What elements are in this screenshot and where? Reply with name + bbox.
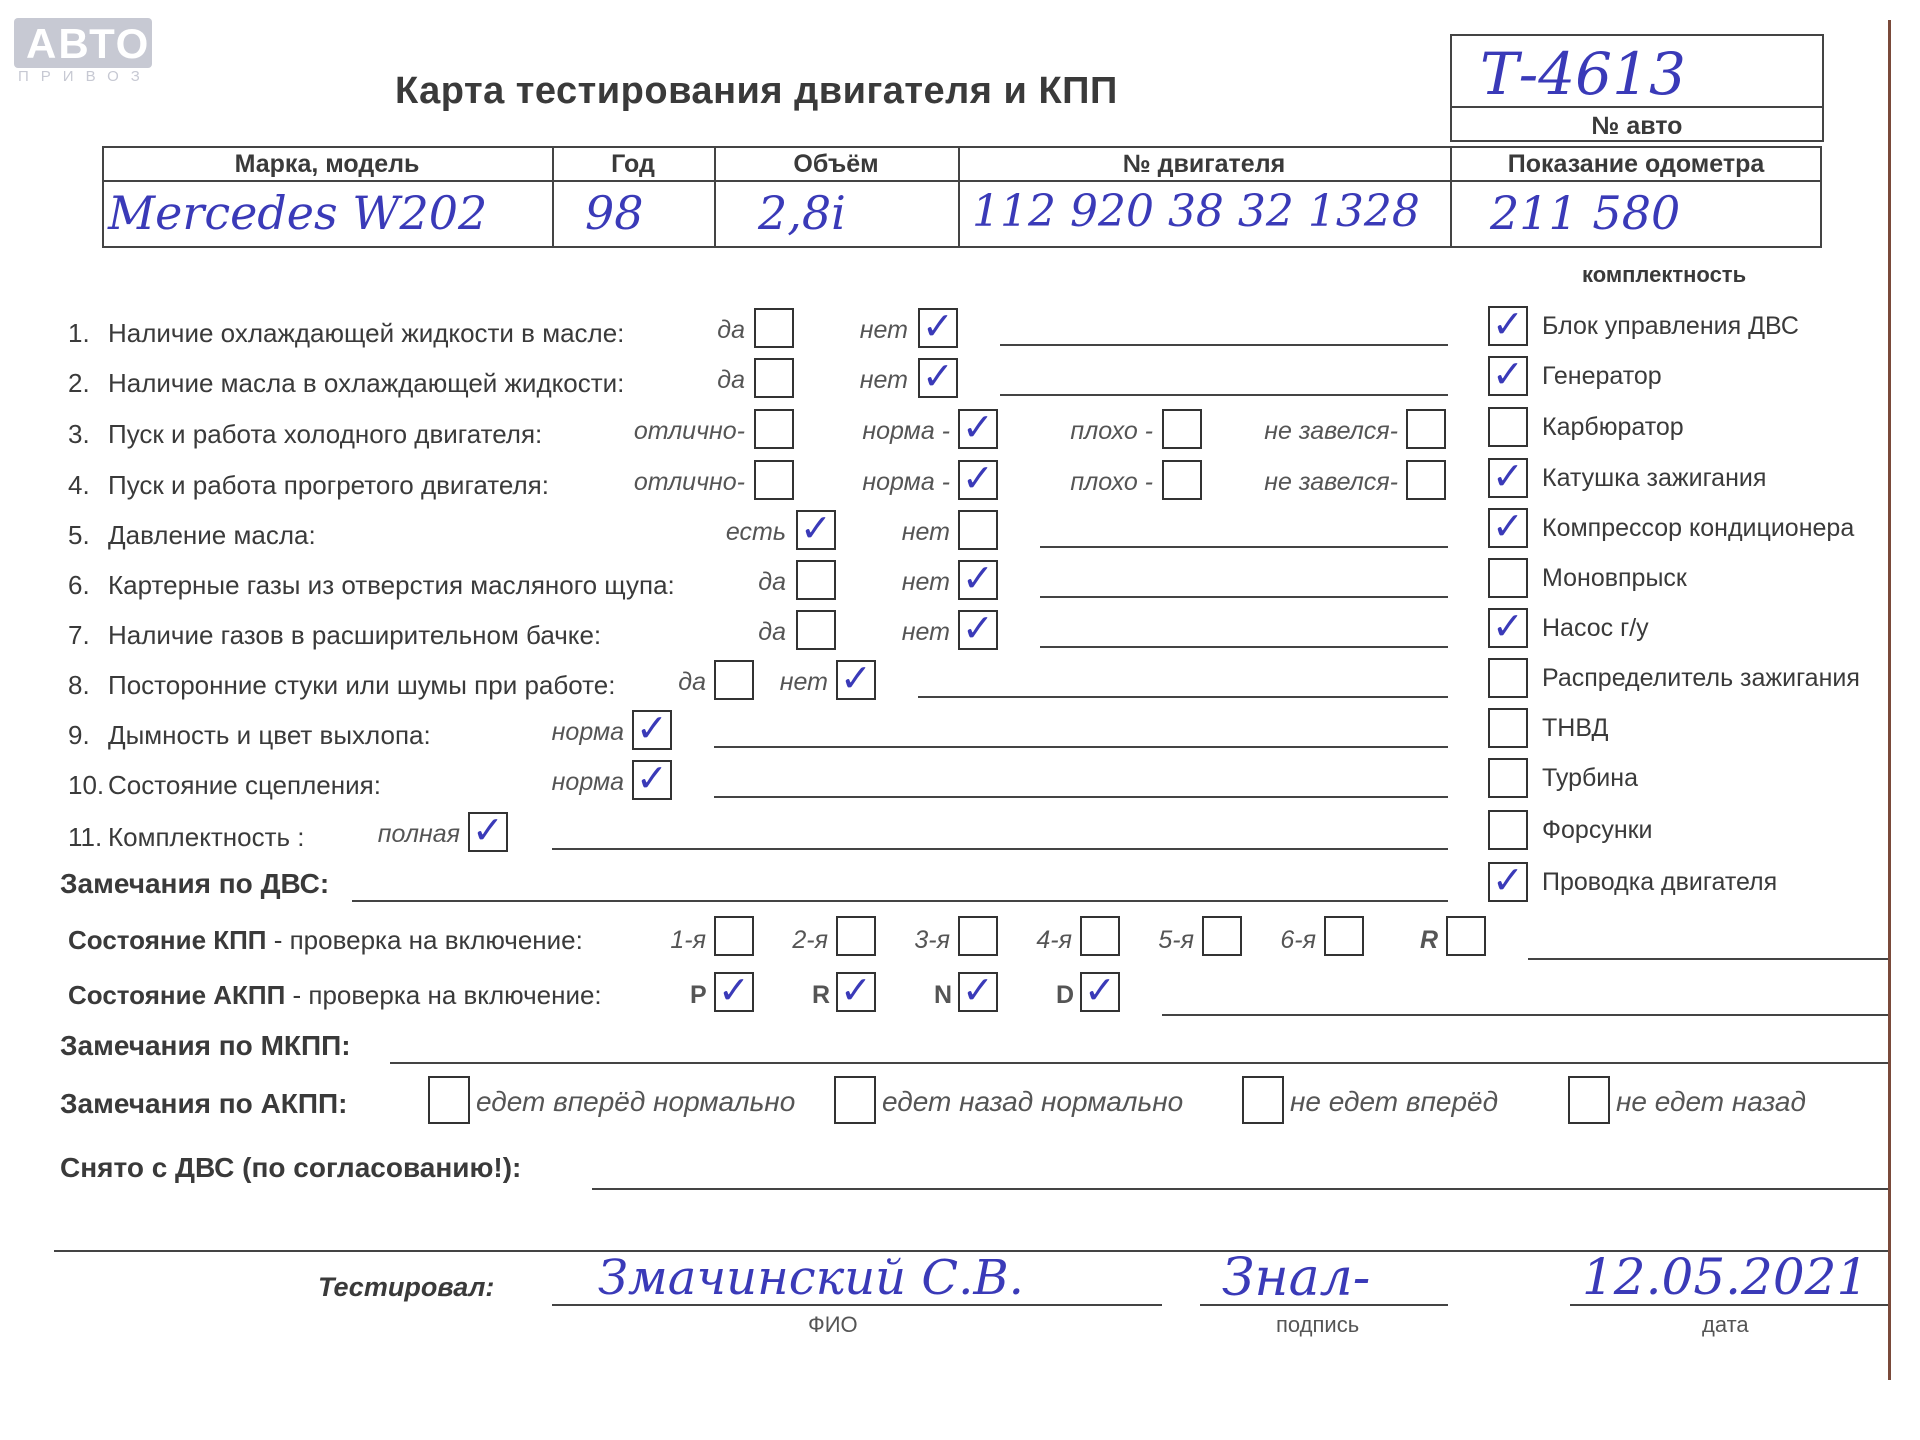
- component-label: Проводка двигателя: [1542, 868, 1778, 896]
- akpp-option-checkbox[interactable]: [834, 1076, 876, 1124]
- component-checkbox[interactable]: [1488, 407, 1528, 447]
- remarks-mkpp-line: [390, 1062, 1888, 1064]
- checkmark-icon: ✓: [1492, 454, 1524, 498]
- value-make-model: Mercedes W202: [108, 186, 488, 240]
- checkbox-no[interactable]: [958, 556, 998, 600]
- answer-line: [1040, 596, 1448, 598]
- mode-label: N: [934, 981, 953, 1009]
- checkmark-icon: ✓: [962, 968, 994, 1012]
- header-volume: Объём: [793, 150, 879, 178]
- component-label: Форсунки: [1542, 816, 1653, 844]
- akpp-option-label: не едет вперёд: [1290, 1086, 1499, 1117]
- question-text: Пуск и работа прогретого двигателя:: [108, 470, 549, 500]
- checkmark-icon: ✓: [840, 656, 872, 700]
- checkbox-present[interactable]: [796, 506, 836, 550]
- question-number: 7.: [68, 620, 90, 650]
- component-label: Блок управления ДВС: [1542, 312, 1799, 340]
- checkmark-icon: ✓: [922, 354, 954, 398]
- checkmark-icon: ✓: [1084, 968, 1116, 1012]
- option-label: не завелся-: [1264, 468, 1398, 496]
- checkbox-normal[interactable]: [632, 706, 672, 750]
- remarks-akpp-label: Замечания по АКПП:: [60, 1088, 348, 1119]
- option-label: полная: [377, 820, 460, 848]
- question-text: Наличие охлаждающей жидкости в масле:: [108, 318, 625, 348]
- gear-checkbox[interactable]: [1324, 916, 1364, 956]
- checkbox-normal[interactable]: [958, 456, 998, 500]
- question-number: 6.: [68, 570, 90, 600]
- signature: Знал-: [1222, 1248, 1371, 1308]
- checkbox-no[interactable]: [836, 656, 876, 700]
- akpp-line: [1162, 1014, 1888, 1016]
- kpp-label: [68, 925, 583, 956]
- component-checkbox[interactable]: [1488, 302, 1528, 346]
- gear-checkbox[interactable]: [1446, 916, 1486, 956]
- logo-text: АВТО: [26, 20, 151, 67]
- checkbox-no[interactable]: [918, 304, 958, 348]
- question-text: Пуск и работа холодного двигателя:: [108, 419, 543, 449]
- header-engine-no: № двигателя: [1122, 150, 1286, 178]
- fio-line: [552, 1304, 1162, 1306]
- answer-line: [552, 848, 1448, 850]
- akpp-label: [68, 980, 602, 1011]
- question-number: 8.: [68, 670, 90, 700]
- component-checkbox[interactable]: [1488, 708, 1528, 748]
- answer-line: [1000, 344, 1448, 346]
- question-text: Дымность и цвет выхлопа:: [108, 720, 431, 750]
- question-number: 3.: [68, 419, 90, 449]
- checkbox-normal[interactable]: [632, 756, 672, 800]
- answer-line: [1000, 394, 1448, 396]
- option-label: да: [758, 568, 786, 596]
- component-checkbox[interactable]: [1488, 810, 1528, 850]
- checkbox-did-not-start[interactable]: [1406, 409, 1446, 449]
- akpp-option-checkbox[interactable]: [428, 1076, 470, 1124]
- gear-label: 6-я: [1280, 926, 1316, 954]
- kpp-label-bold: Состояние КПП: [68, 925, 267, 955]
- component-label: Карбюратор: [1542, 413, 1684, 441]
- value-odometer: 211 580: [1490, 186, 1681, 240]
- checkbox-yes[interactable]: [796, 560, 836, 600]
- kpp-label-rest: - проверка на включение:: [266, 925, 583, 955]
- tester-name: Змачинский С.В.: [598, 1250, 1024, 1306]
- question-text: Давление масла:: [108, 520, 316, 550]
- option-label: плохо -: [1070, 468, 1153, 496]
- option-label: нет: [901, 618, 950, 646]
- option-label: не завелся-: [1264, 417, 1398, 445]
- component-checkbox[interactable]: [1488, 352, 1528, 396]
- component-checkbox[interactable]: [1488, 558, 1528, 598]
- question-number: 4.: [68, 470, 90, 500]
- header-divider: [102, 180, 1822, 182]
- completeness-title: комплектность: [1582, 262, 1747, 287]
- component-label: Компрессор кондиционера: [1542, 514, 1855, 542]
- option-label: нет: [859, 316, 908, 344]
- question-number: 5.: [68, 520, 90, 550]
- gear-label: 3-я: [914, 926, 950, 954]
- gear-label: 1-я: [670, 926, 706, 954]
- fio-caption: ФИО: [808, 1312, 858, 1337]
- option-label: плохо -: [1070, 417, 1153, 445]
- gear-label: R: [1419, 926, 1438, 954]
- checkbox-yes[interactable]: [754, 308, 794, 348]
- checkmark-icon: ✓: [962, 405, 994, 449]
- header-year: Год: [611, 150, 655, 178]
- checkbox-bad[interactable]: [1162, 460, 1202, 500]
- akpp-label-rest: - проверка на включение:: [285, 980, 602, 1010]
- car-number-value: Т-4613: [1480, 40, 1686, 108]
- option-label: нет: [779, 668, 828, 696]
- question-number: 11.: [68, 822, 103, 852]
- question-number: 10.: [68, 770, 105, 800]
- option-label: да: [758, 618, 786, 646]
- question-text: Комплектность :: [108, 822, 305, 852]
- component-checkbox[interactable]: [1488, 504, 1528, 548]
- date-caption: дата: [1702, 1312, 1749, 1337]
- component-checkbox[interactable]: [1488, 604, 1528, 648]
- component-label: Катушка зажигания: [1542, 464, 1767, 492]
- option-label: нет: [859, 366, 908, 394]
- checkmark-icon: ✓: [962, 456, 994, 500]
- gear-checkbox[interactable]: [714, 916, 754, 956]
- signature-caption: подпись: [1276, 1312, 1360, 1337]
- answer-line: [918, 696, 1448, 698]
- question-text: Картерные газы из отверстия масляного щупа:: [108, 570, 675, 600]
- checkmark-icon: ✓: [840, 968, 872, 1012]
- option-label: нет: [901, 568, 950, 596]
- gear-label: 5-я: [1158, 926, 1194, 954]
- component-label: Генератор: [1542, 362, 1662, 390]
- checkmark-icon: ✓: [922, 304, 954, 348]
- checkmark-icon: ✓: [472, 808, 504, 852]
- logo-subtitle: ПРИВОЗ: [18, 68, 152, 85]
- option-label: есть: [725, 518, 786, 546]
- removed-line: [592, 1188, 1888, 1190]
- checkmark-icon: ✓: [962, 606, 994, 650]
- value-year: 98: [585, 186, 644, 240]
- gear-label: 2-я: [792, 926, 828, 954]
- akpp-option-checkbox[interactable]: [1568, 1076, 1610, 1124]
- component-label: Моновпрыск: [1542, 564, 1687, 592]
- question-text: Посторонние стуки или шумы при работе:: [108, 670, 616, 700]
- checkbox-did-not-start[interactable]: [1406, 460, 1446, 500]
- remarks-mkpp-label: Замечания по МКПП:: [60, 1030, 351, 1061]
- component-label: Распределитель зажигания: [1542, 664, 1860, 692]
- akpp-option-label: едет вперёд нормально: [476, 1086, 796, 1117]
- checkmark-icon: ✓: [636, 706, 668, 750]
- component-checkbox[interactable]: [1488, 658, 1528, 698]
- option-label: норма -: [862, 468, 950, 496]
- gear-checkbox[interactable]: [958, 916, 998, 956]
- header-make-model: Марка, модель: [234, 150, 420, 178]
- component-checkbox[interactable]: [1488, 858, 1528, 902]
- option-label: отлично-: [633, 468, 745, 496]
- page-edge-line: [1888, 20, 1891, 1380]
- mode-label: P: [690, 981, 707, 1009]
- component-label: ТНВД: [1542, 714, 1609, 742]
- mode-label: R: [812, 981, 831, 1009]
- question-number: 2.: [68, 368, 90, 398]
- logo: [14, 18, 152, 68]
- question-number: 9.: [68, 720, 90, 750]
- akpp-option-checkbox[interactable]: [1242, 1076, 1284, 1124]
- component-label: Турбина: [1542, 764, 1638, 792]
- gear-checkbox[interactable]: [1202, 916, 1242, 956]
- question-text: Наличие газов в расширительном бачке:: [108, 620, 602, 650]
- checkbox-normal[interactable]: [958, 405, 998, 449]
- checkbox-yes[interactable]: [714, 660, 754, 700]
- question-text: Наличие масла в охлаждающей жидкости:: [108, 368, 625, 398]
- mode-checkbox[interactable]: [714, 968, 754, 1012]
- mode-checkbox[interactable]: [1080, 968, 1120, 1012]
- checkmark-icon: ✓: [1492, 604, 1524, 648]
- removed-label: Снято с ДВС (по согласованию!):: [60, 1152, 522, 1183]
- option-label: да: [678, 668, 706, 696]
- mode-checkbox[interactable]: [958, 968, 998, 1012]
- mode-label: D: [1056, 981, 1075, 1009]
- answer-line: [714, 746, 1448, 748]
- option-label: да: [717, 316, 745, 344]
- remarks-dvs-label: Замечания по ДВС:: [60, 868, 330, 899]
- checkbox-yes[interactable]: [796, 610, 836, 650]
- checkbox-no[interactable]: [918, 354, 958, 398]
- checkmark-icon: ✓: [962, 556, 994, 600]
- remarks-dvs-line: [352, 900, 1448, 902]
- checkmark-icon: ✓: [1492, 504, 1524, 548]
- option-label: норма: [551, 718, 624, 746]
- checkmark-icon: ✓: [800, 506, 832, 550]
- question-number: 1.: [68, 318, 90, 348]
- value-engine-no: 112 920 38 32 1328: [972, 186, 1420, 237]
- component-label: Насос г/у: [1542, 614, 1649, 642]
- checkmark-icon: ✓: [718, 968, 750, 1012]
- page-title: Карта тестирования двигателя и КПП: [395, 70, 1118, 112]
- checkmark-icon: ✓: [1492, 352, 1524, 396]
- mode-checkbox[interactable]: [836, 968, 876, 1012]
- checkbox-no[interactable]: [958, 606, 998, 650]
- answer-line: [1040, 546, 1448, 548]
- signature-line: [1200, 1304, 1448, 1306]
- checkbox-no[interactable]: [958, 510, 998, 550]
- answer-line: [714, 796, 1448, 798]
- checkbox-bad[interactable]: [1162, 409, 1202, 449]
- kpp-line: [1528, 958, 1888, 960]
- option-label: нет: [901, 518, 950, 546]
- car-number-label: № авто: [1591, 112, 1683, 140]
- checkmark-icon: ✓: [1492, 302, 1524, 346]
- gear-checkbox[interactable]: [836, 916, 876, 956]
- date-line: [1570, 1304, 1888, 1306]
- gear-label: 4-я: [1036, 926, 1072, 954]
- option-label: норма -: [862, 417, 950, 445]
- checkbox-excellent[interactable]: [754, 409, 794, 449]
- gear-checkbox[interactable]: [1080, 916, 1120, 956]
- answer-line: [1040, 646, 1448, 648]
- akpp-option-label: едет назад нормально: [882, 1086, 1184, 1117]
- date-value: 12.05.2021: [1582, 1248, 1869, 1306]
- component-checkbox[interactable]: [1488, 454, 1528, 498]
- checkbox-excellent[interactable]: [754, 460, 794, 500]
- option-label: да: [717, 366, 745, 394]
- checkbox-yes[interactable]: [754, 358, 794, 398]
- component-checkbox[interactable]: [1488, 758, 1528, 798]
- akpp-option-label: не едет назад: [1616, 1086, 1806, 1117]
- question-text: Состояние сцепления:: [108, 770, 381, 800]
- checkbox-complete[interactable]: [468, 808, 508, 852]
- checkmark-icon: ✓: [636, 756, 668, 800]
- header-odometer: Показание одометра: [1507, 150, 1765, 178]
- option-label: норма: [551, 768, 624, 796]
- akpp-label-bold: Состояние АКПП: [68, 980, 286, 1010]
- checkmark-icon: ✓: [1492, 858, 1524, 902]
- value-volume: 2,8i: [758, 186, 846, 240]
- tested-label: Тестировал:: [318, 1272, 495, 1302]
- option-label: отлично-: [633, 417, 745, 445]
